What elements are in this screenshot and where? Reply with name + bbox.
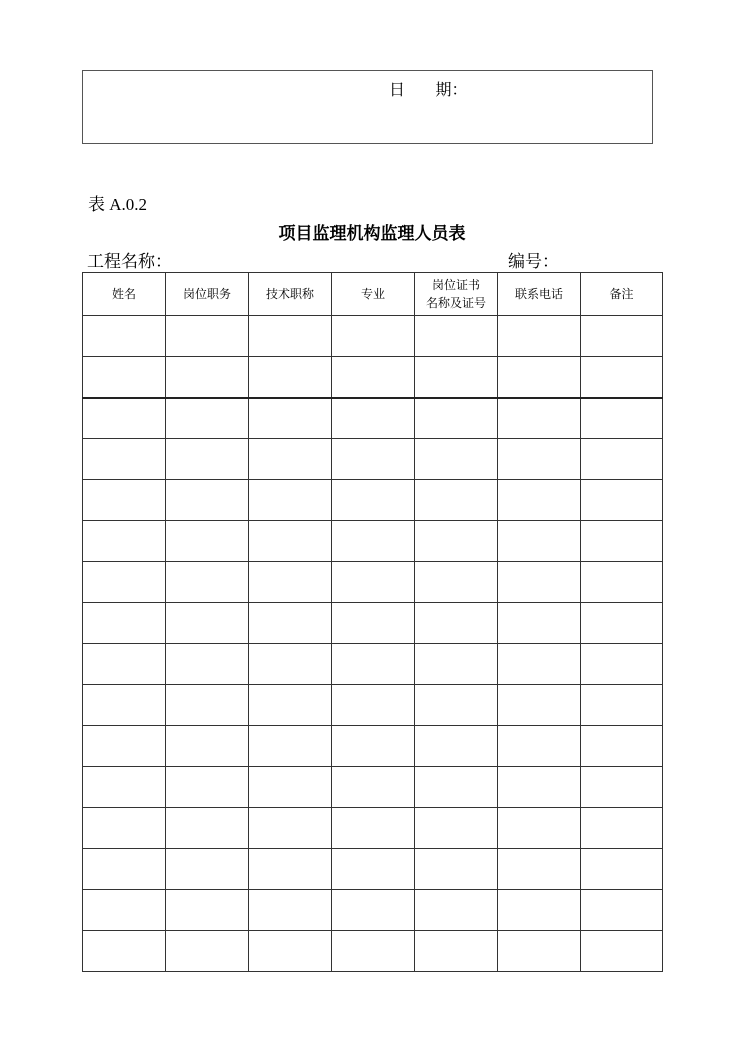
table-cell[interactable] [498,726,581,767]
table-cell[interactable] [249,357,332,398]
table-cell[interactable] [249,767,332,808]
table-cell[interactable] [249,644,332,685]
table-cell[interactable] [415,603,498,644]
number-label: 编号： [508,252,559,272]
table-row [83,562,663,603]
table-cell[interactable] [415,480,498,521]
table-cell[interactable] [249,562,332,603]
table-cell[interactable] [498,562,581,603]
table-cell[interactable] [83,521,166,562]
table-cell[interactable] [332,890,415,931]
table-cell[interactable] [166,439,249,480]
table-cell[interactable] [83,726,166,767]
table-row [83,685,663,726]
table-row [83,398,663,439]
table-row [83,439,663,480]
date-label: 日 期： [389,80,468,99]
table-cell[interactable] [415,726,498,767]
table-cell[interactable] [166,603,249,644]
table-cell[interactable] [83,890,166,931]
table-cell[interactable] [249,931,332,972]
header-remarks: 备注 [581,273,663,316]
table-cell[interactable] [498,931,581,972]
table-cell[interactable] [83,685,166,726]
table-row [83,357,663,398]
table-cell[interactable] [332,439,415,480]
header-specialty: 专业 [332,273,415,316]
table-cell[interactable] [249,849,332,890]
table-cell[interactable] [249,480,332,521]
table-cell[interactable] [332,480,415,521]
table-cell[interactable] [498,603,581,644]
table-row [83,849,663,890]
table-cell[interactable] [83,439,166,480]
table-cell[interactable] [581,808,663,849]
table-cell[interactable] [166,562,249,603]
table-code: 表 A.0.2 [88,195,148,214]
table-cell[interactable] [249,316,332,357]
table-cell[interactable] [332,726,415,767]
table-cell[interactable] [83,931,166,972]
table-cell[interactable] [83,398,166,439]
table-cell[interactable] [415,316,498,357]
table-cell[interactable] [332,562,415,603]
table-row [83,603,663,644]
table-cell[interactable] [581,316,663,357]
table-cell[interactable] [498,890,581,931]
table-cell[interactable] [83,603,166,644]
staff-table [82,272,663,972]
table-cell[interactable] [498,644,581,685]
table-cell[interactable] [415,562,498,603]
header-technical-title: 技术职称 [249,273,332,316]
table-row [83,521,663,562]
table-cell[interactable] [498,316,581,357]
table-cell[interactable] [249,603,332,644]
table-cell[interactable] [581,439,663,480]
table-cell[interactable] [415,439,498,480]
table-cell[interactable] [581,562,663,603]
table-cell[interactable] [581,603,663,644]
table-cell[interactable] [166,480,249,521]
table-cell[interactable] [581,890,663,931]
header-phone: 联系电话 [498,273,581,316]
table-cell[interactable] [249,726,332,767]
table-cell[interactable] [498,480,581,521]
table-cell[interactable] [332,398,415,439]
table-cell[interactable] [166,849,249,890]
table-cell[interactable] [498,849,581,890]
table-cell[interactable] [166,726,249,767]
table-cell[interactable] [249,439,332,480]
table-cell[interactable] [332,316,415,357]
table-row [83,644,663,685]
table-cell[interactable] [166,644,249,685]
table-row [83,726,663,767]
table-cell[interactable] [581,767,663,808]
table-cell[interactable] [166,685,249,726]
table-cell[interactable] [415,767,498,808]
table-cell[interactable] [332,603,415,644]
table-cell[interactable] [166,398,249,439]
table-cell[interactable] [332,931,415,972]
table-row [83,316,663,357]
table-cell[interactable] [332,521,415,562]
table-cell[interactable] [249,521,332,562]
page-title: 项目监理机构监理人员表 [278,224,466,244]
table-cell[interactable] [83,480,166,521]
table-cell[interactable] [249,890,332,931]
table-cell[interactable] [332,644,415,685]
table-cell[interactable] [166,808,249,849]
table-cell[interactable] [83,767,166,808]
table-cell[interactable] [166,316,249,357]
table-cell[interactable] [581,398,663,439]
project-name-label: 工程名称： [87,252,172,272]
table-cell[interactable] [498,398,581,439]
table-cell[interactable] [332,808,415,849]
table-cell[interactable] [415,398,498,439]
table-cell[interactable] [332,849,415,890]
table-cell[interactable] [249,808,332,849]
table-cell[interactable] [581,480,663,521]
table-header-row [83,273,663,316]
table-cell[interactable] [166,931,249,972]
table-cell[interactable] [581,521,663,562]
table-cell[interactable] [581,849,663,890]
table-cell[interactable] [332,357,415,398]
header-position: 岗位职务 [166,273,249,316]
table-cell[interactable] [332,767,415,808]
table-cell[interactable] [166,357,249,398]
table-cell[interactable] [332,685,415,726]
header-name: 姓名 [83,273,166,316]
table-cell[interactable] [581,644,663,685]
table-cell[interactable] [83,316,166,357]
table-cell[interactable] [415,890,498,931]
table-cell[interactable] [581,685,663,726]
table-cell[interactable] [415,685,498,726]
table-row [83,767,663,808]
table-cell[interactable] [415,849,498,890]
table-cell[interactable] [249,398,332,439]
table-cell[interactable] [415,808,498,849]
table-cell[interactable] [83,644,166,685]
table-cell[interactable] [83,849,166,890]
table-cell[interactable] [415,644,498,685]
table-cell[interactable] [498,808,581,849]
table-cell[interactable] [498,439,581,480]
table-cell[interactable] [581,726,663,767]
table-cell[interactable] [415,357,498,398]
table-cell[interactable] [166,521,249,562]
table-cell[interactable] [581,357,663,398]
table-row [83,480,663,521]
table-row [83,931,663,972]
table-cell[interactable] [498,521,581,562]
table-cell[interactable] [498,357,581,398]
table-cell[interactable] [83,357,166,398]
date-box [82,70,653,144]
table-cell[interactable] [83,562,166,603]
table-cell[interactable] [498,685,581,726]
table-cell[interactable] [166,890,249,931]
table-cell[interactable] [415,931,498,972]
table-body [83,316,663,972]
table-row [83,808,663,849]
header-certificate: 岗位证书 名称及证号 [415,273,498,316]
table-cell[interactable] [166,767,249,808]
table-cell[interactable] [249,685,332,726]
table-cell[interactable] [581,931,663,972]
table-cell[interactable] [83,808,166,849]
table-row [83,890,663,931]
table-cell[interactable] [498,767,581,808]
table-cell[interactable] [415,521,498,562]
